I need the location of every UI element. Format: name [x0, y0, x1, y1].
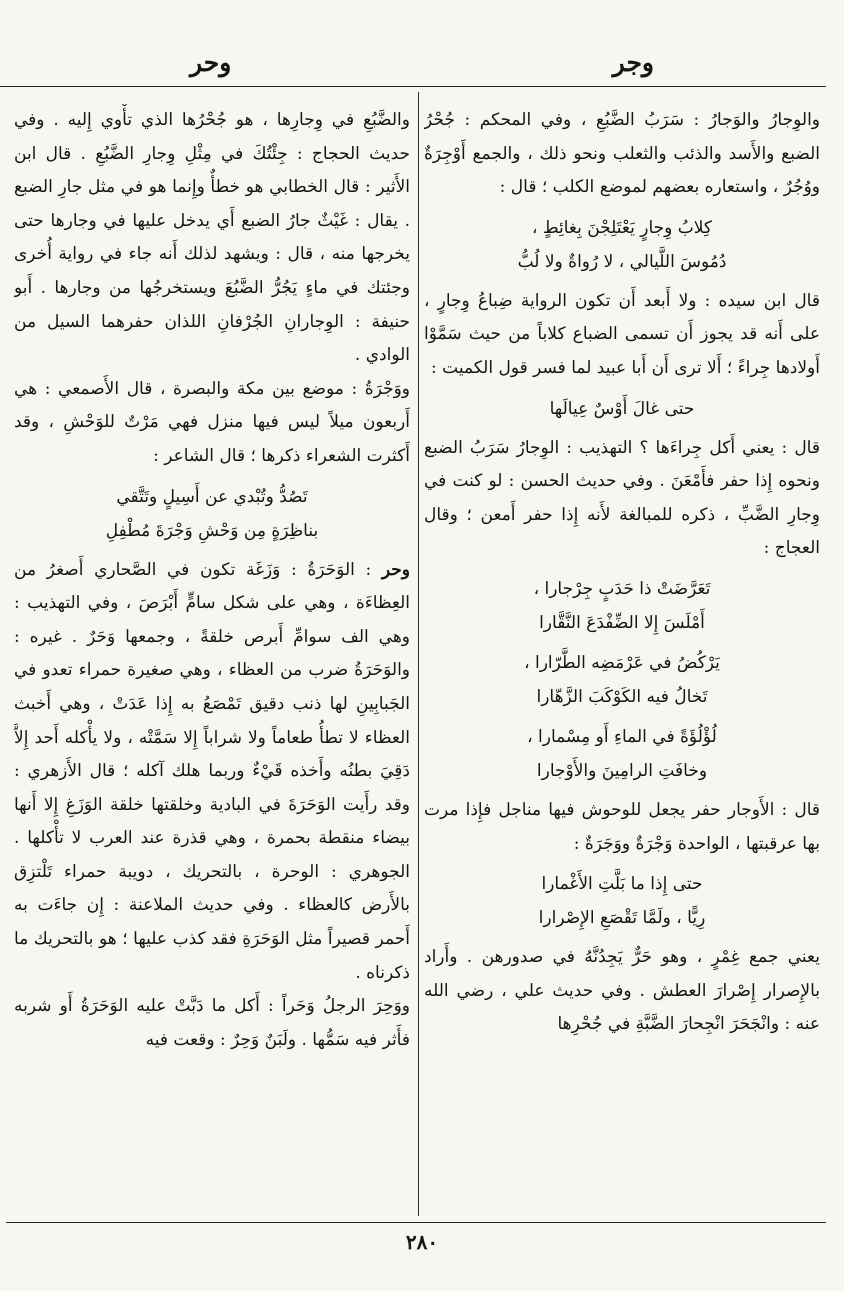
verse-line: تَعَرَّضَتْ ذا حَدَبٍ جِرْجارا ،	[533, 578, 711, 599]
right-paragraph-5: يعني جمع غِمْرٍ ، وهو حَرٌّ يَجِدُنَّهُ في صدورهن . وأَراد بالإِصرار إِصْرارَ العطش . وفي حديث علي ، رضي الله عنه : وانْجَحَرَ انْجِحارَ الضَّبَّةِ في جُحْرِها	[424, 947, 820, 1035]
verse-line: دُمُوسَ اللَّيالي ، لا رُواةٌ ولا لُبُّ	[517, 251, 727, 272]
verse-line: رِيًّا ، ولَمَّا تَقْصَعِ الإِصْرارا	[538, 908, 706, 929]
left-paragraph-4: ووَحِرَ الرجلُ وَحَراً : أَكل ما دَبَّتْ عليه الوَحَرَةُ أَو شربه فأَثر فيه سَمُّها . ولَبَنٌ وَحِرٌ : وقعت فيه	[14, 996, 410, 1050]
right-verse-6	[424, 867, 820, 935]
left-verse-1	[14, 480, 410, 548]
right-verse-3	[424, 572, 820, 640]
verse-line: حتى إِذا ما بَلَّتِ الأَغْمارا	[541, 874, 703, 895]
left-paragraph-1: والضَّبُعِ في وِجارِها ، هو جُحْرُها الذي تأْوي إِليه . وفي حديث الحجاج : جِئْتُكَ في مِثْلِ وِجارِ الضَّبُعِ . قال ابن الأَثير : قال الخطابي هو خطأٌ وإِنما هو في مثل جارِ الضبع . يقال : غَيْثٌ جارُ الضبع أَي يدخل عليها في وجارها حتى يخرجها منه ، قال : ويشهد لذلك أَنه جاء في رواية أُخرى وجئتك في ماءٍ يَجُرُّ الضَّبُعَ ويستخرجُها من وجارها . أَبو حنيفة : الوِجارانِ الجُرْفانِ اللذان حفرهما السيل من الوادي .	[14, 110, 410, 366]
verse-line: بناظِرَةٍ مِن وَحْشِ وَجْرَةَ مُطْفِلِ	[105, 520, 319, 541]
right-paragraph-1: والوِجارُ والوَجارُ : سَرَبُ الضَّبُعِ ، وفي المحكم : جُحْرُ الضبع والأَسد والذئب والثعلب ونحو ذلك ، والجمع أَوْجِرَةٌ ووُجُرٌ ، واستعاره بعضهم لموضع الكلب ؛ قال :	[424, 110, 820, 198]
verse-line: تَصُدُّ وتُبْدي عن أَسِيلٍ وتَتَّقي	[116, 486, 308, 507]
verse-line: أَمْلَسَ إِلا الضِّفْدَعَ النَّقَّارا	[539, 612, 705, 633]
left-paragraph-3	[14, 554, 410, 991]
right-paragraph-2: قال ابن سيده : ولا أَبعد أَن تكون الرواية ضِباعُ وِجارٍ ، على أَنه قد يجوز أَن تسمى الضباع كلاباً من حيث سَمَّوْا أَولادها جِراءً ؛ أَلا ترى أَن أَبا عبيد لما فسر قول الكميت :	[424, 290, 820, 378]
header-rule	[0, 86, 826, 87]
right-verse-4	[424, 646, 820, 714]
verse-line: وخافَتِ الرامِينَ والأَوْجارا	[536, 760, 708, 781]
left-paragraph-2: ووَجْرَةُ : موضع بين مكة والبصرة ، قال الأَصمعي : هي أَربعون ميلاً ليس فيها منزل فهي مَرْتٌ للوَحْشِ ، وقد أَكثرت الشعراء ذكرها ؛ قال الشاعر :	[14, 378, 410, 466]
verse-line: حتى غالَ أَوْسٌ عِيالَها	[549, 398, 695, 419]
right-verse-2	[424, 392, 820, 426]
header-left-word: وحر	[190, 48, 232, 77]
right-verse-1	[424, 211, 820, 279]
verse-line: تَخالُ فيه الكَوْكَبَ الزَّهّارا	[536, 686, 708, 707]
right-paragraph-4: قال : الأَوجار حفر يجعل للوحوش فيها مناجل فإِذا مرت بها عرقبتها ، الواحدة وَجْرَةٌ ووَجَرَةٌ :	[424, 799, 820, 854]
column-divider	[418, 92, 419, 1216]
right-verse-5	[424, 720, 820, 788]
right-paragraph-3: قال : يعني أَكل جِراءَها ؟ التهذيب : الوِجارُ سَرَبُ الضبع ونحوه إِذا حفر فأَمْعَنَ . وفي حديث الحسن : لو كنت في وِجارِ الضَّبِّ ، ذكره للمبالغة لأَنه إِذا حفر أَمعن ؛ وقال العجاج :	[424, 437, 820, 559]
right-column	[424, 104, 820, 1212]
entry-text: : الوَحَرَةُ : وَزَغَة تكون في الصَّحاري أَصغرُ من العِظاءَة ، وهي على شكل سامٍّ أَبْرَصَ ، وفي التهذيب : وهي الف سوامِّ أَبرص خلقةً ، وجمعها وَحَرٌ . غيره : والوَحَرَةُ ضرب من العظاء ، وهي صغيرة حمراء تعدو في الجَبابِينِ لها ذنب دقيق تَمْصَعُ به إِذا عَدَتْ ، وهي أَخبث العظاء لا تطأُ طعاماً ولا شراباً إِلا سَمَّتْه ، ولا يأْكله أَحد إِلاَّ دَقِيَ بطنُه وأَخذه قَيْءٌ وربما هلك آكله ؛ قال الأَزهري : وقد رأَيت الوَحَرَةَ في البادية وخلقتها خلقة الوَزَغِ إِلا أَنها بيضاء منقطة بحمرة ، وهي قذرة عند العرب لا تأْكلها . الجوهري : الوحرة ، بالتحريك ، دويبة حمراء تَلْتزِق بالأَرض كالعظاء . وفي حديث الملاعنة : إِن جاءَت به أَحمر قصيراً مثل الوَحَرَةِ فقد كذب عليها ؛ هو بالتحريك ما ذكرناه .	[14, 559, 410, 983]
verse-line: كِلابُ وِجارٍ يَعْتَلِجْنَ بِغائِطٍ ،	[531, 217, 713, 238]
entry-headword: وحر	[381, 559, 410, 580]
left-column	[14, 104, 410, 1212]
verse-line: لُؤْلُؤَةً في الماءِ أَو مِسْمارا ،	[527, 726, 717, 747]
footer-rule	[6, 1222, 826, 1223]
page-header	[0, 48, 844, 82]
verse-line: يَرْكُضُ في عَرْمَضِه الطَّرّارا ،	[524, 652, 720, 673]
page-number: ٢٨٠	[405, 1230, 439, 1254]
header-right-word: وجر	[612, 48, 654, 77]
